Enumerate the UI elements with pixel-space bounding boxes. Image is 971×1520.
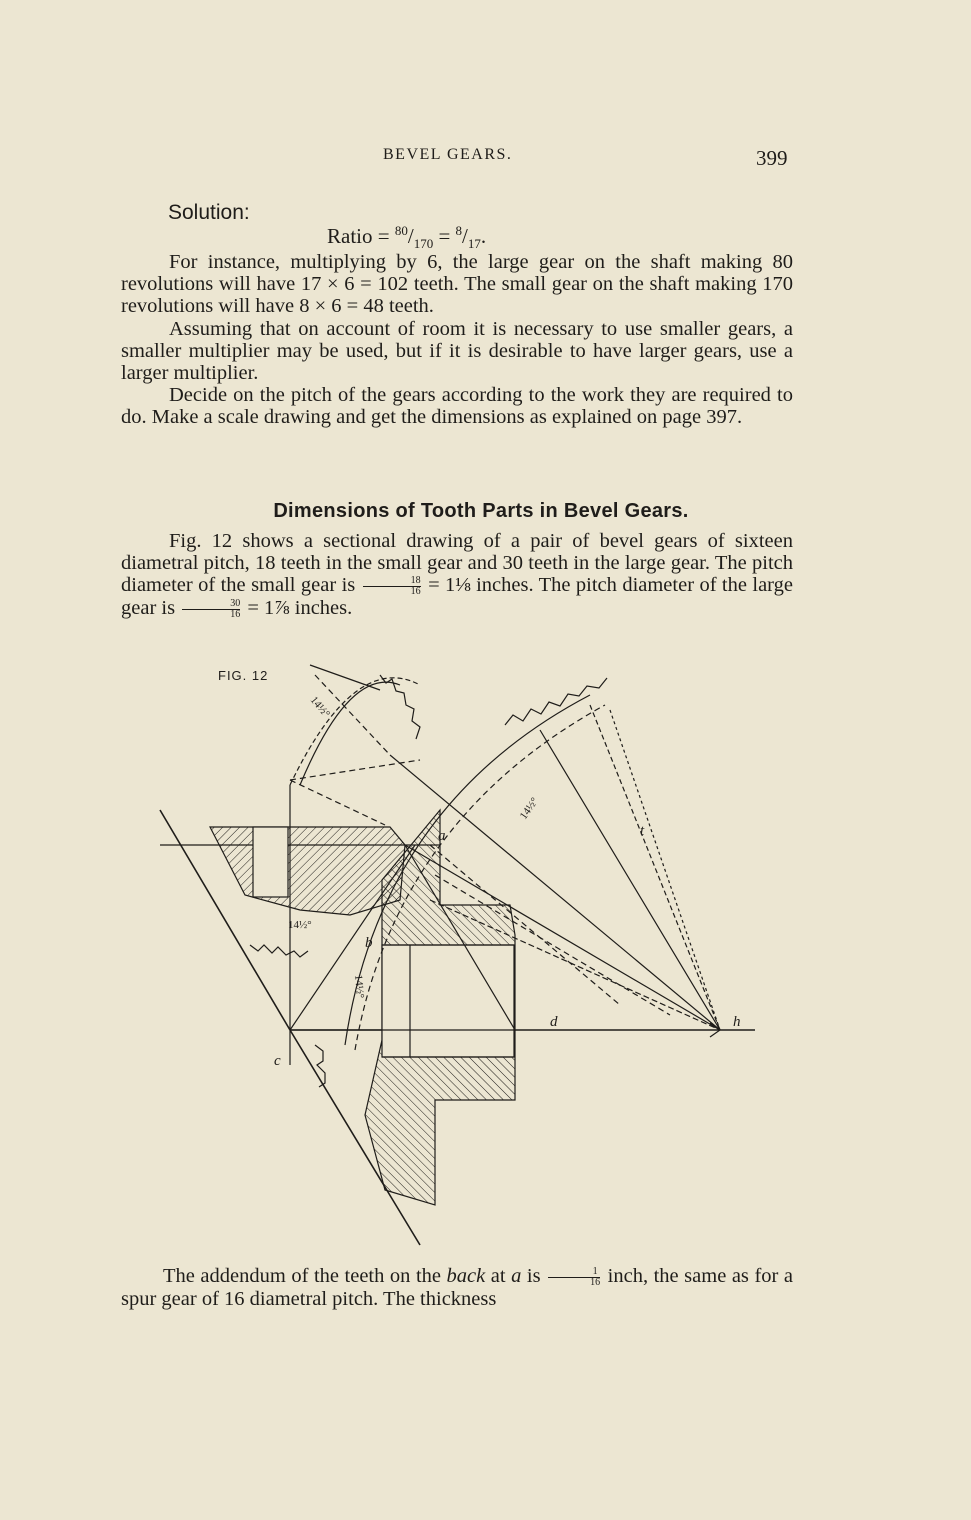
label-t: t bbox=[640, 823, 645, 839]
emphasis: a bbox=[511, 1265, 522, 1287]
text-run: = 1⅛ inches. The pitch diameter of the large gear is bbox=[121, 574, 793, 620]
pitch-line bbox=[590, 705, 720, 1030]
paragraph: For instance, multiplying by 6, the large gear on the shaft making 80 revolutions will have 17 × 6 = 102 teeth. The small gear on the shaft making 170 revolutions will have 8 × 6 = 48 teeth. bbox=[121, 251, 793, 318]
ratio-f2-den: 17 bbox=[467, 236, 481, 252]
paragraph bbox=[121, 530, 793, 620]
text-run: = 1⅞ inches. bbox=[242, 597, 353, 620]
label-a: a bbox=[438, 828, 446, 844]
paragraph bbox=[121, 1265, 793, 1310]
fraction-den: 16 bbox=[230, 609, 241, 620]
paragraph: Assuming that on account of room it is necessary to use smaller gears, a smaller multiplier may be used, but if it is desirable to have larger gears, use a larger multiplier. bbox=[121, 317, 793, 385]
label-c: c bbox=[274, 1053, 281, 1069]
angle-label: 14½° bbox=[288, 919, 312, 931]
text-run: Fig. 12 shows a sectional drawing of a pair of bevel gears of sixteen diametral pitch, 18 teeth in the small gear and 30 teeth in the large gear. The pitch diameter of the small gear is bbox=[121, 530, 793, 597]
text-run: inch, the same as for a spur gear of 16 diametral pitch. The thickness bbox=[121, 1265, 793, 1310]
fraction bbox=[363, 576, 421, 597]
ratio-f1-den: 170 bbox=[413, 236, 434, 252]
pitch-arc bbox=[290, 678, 420, 785]
shaft-bore bbox=[382, 945, 514, 1057]
fraction-num: 18 bbox=[363, 576, 421, 587]
label-b: b bbox=[365, 935, 373, 951]
ratio-f2-num: 8 bbox=[455, 223, 463, 238]
solution-body bbox=[121, 251, 793, 429]
pitch-line bbox=[540, 730, 720, 1030]
ratio-prefix: Ratio = bbox=[327, 224, 395, 248]
text-run: is bbox=[521, 1265, 547, 1287]
fraction-num: 1 bbox=[548, 1267, 600, 1278]
bottom-paragraph bbox=[121, 1265, 793, 1310]
fraction bbox=[182, 599, 240, 620]
fraction-den: 16 bbox=[410, 586, 421, 598]
label-h: h bbox=[733, 1014, 741, 1030]
hub-bore bbox=[253, 827, 288, 897]
ratio-equation: Ratio = $^{80}/_{170} = ^8/_{17}$. bbox=[327, 223, 487, 252]
label-d: d bbox=[550, 1014, 558, 1030]
solution-label: Solution: bbox=[168, 201, 250, 224]
ratio-eq: = bbox=[433, 224, 456, 248]
figure-label: FIG. 12 bbox=[218, 668, 269, 683]
text-run: The addendum of the teeth on the bbox=[163, 1265, 447, 1287]
pitch-line bbox=[610, 710, 720, 1030]
ratio-end: . bbox=[480, 224, 487, 248]
small-gear-section bbox=[210, 827, 405, 915]
gear-teeth bbox=[250, 945, 308, 957]
fraction-num: 30 bbox=[182, 599, 240, 610]
angle-label: 14½° bbox=[517, 795, 542, 822]
gear-teeth bbox=[505, 678, 607, 725]
fraction bbox=[548, 1267, 600, 1288]
running-head: BEVEL GEARS. bbox=[383, 146, 513, 163]
page-number: 399 bbox=[756, 146, 788, 170]
ratio-f1-num: 80 bbox=[394, 223, 408, 238]
text-run: at bbox=[485, 1265, 512, 1287]
angle-label: 14½° bbox=[307, 694, 333, 721]
paragraph: Decide on the pitch of the gears according to the work they are required to do. Make a scale drawing and get the dimensions as explained on page 397. bbox=[121, 384, 793, 429]
emphasis: back bbox=[446, 1265, 486, 1287]
section-body bbox=[121, 530, 793, 620]
section-title: Dimensions of Tooth Parts in Bevel Gears. bbox=[273, 500, 689, 522]
fraction-den: 16 bbox=[590, 1276, 601, 1288]
bevel-gear-diagram bbox=[150, 645, 770, 1265]
angle-label: 14½° bbox=[352, 974, 367, 999]
